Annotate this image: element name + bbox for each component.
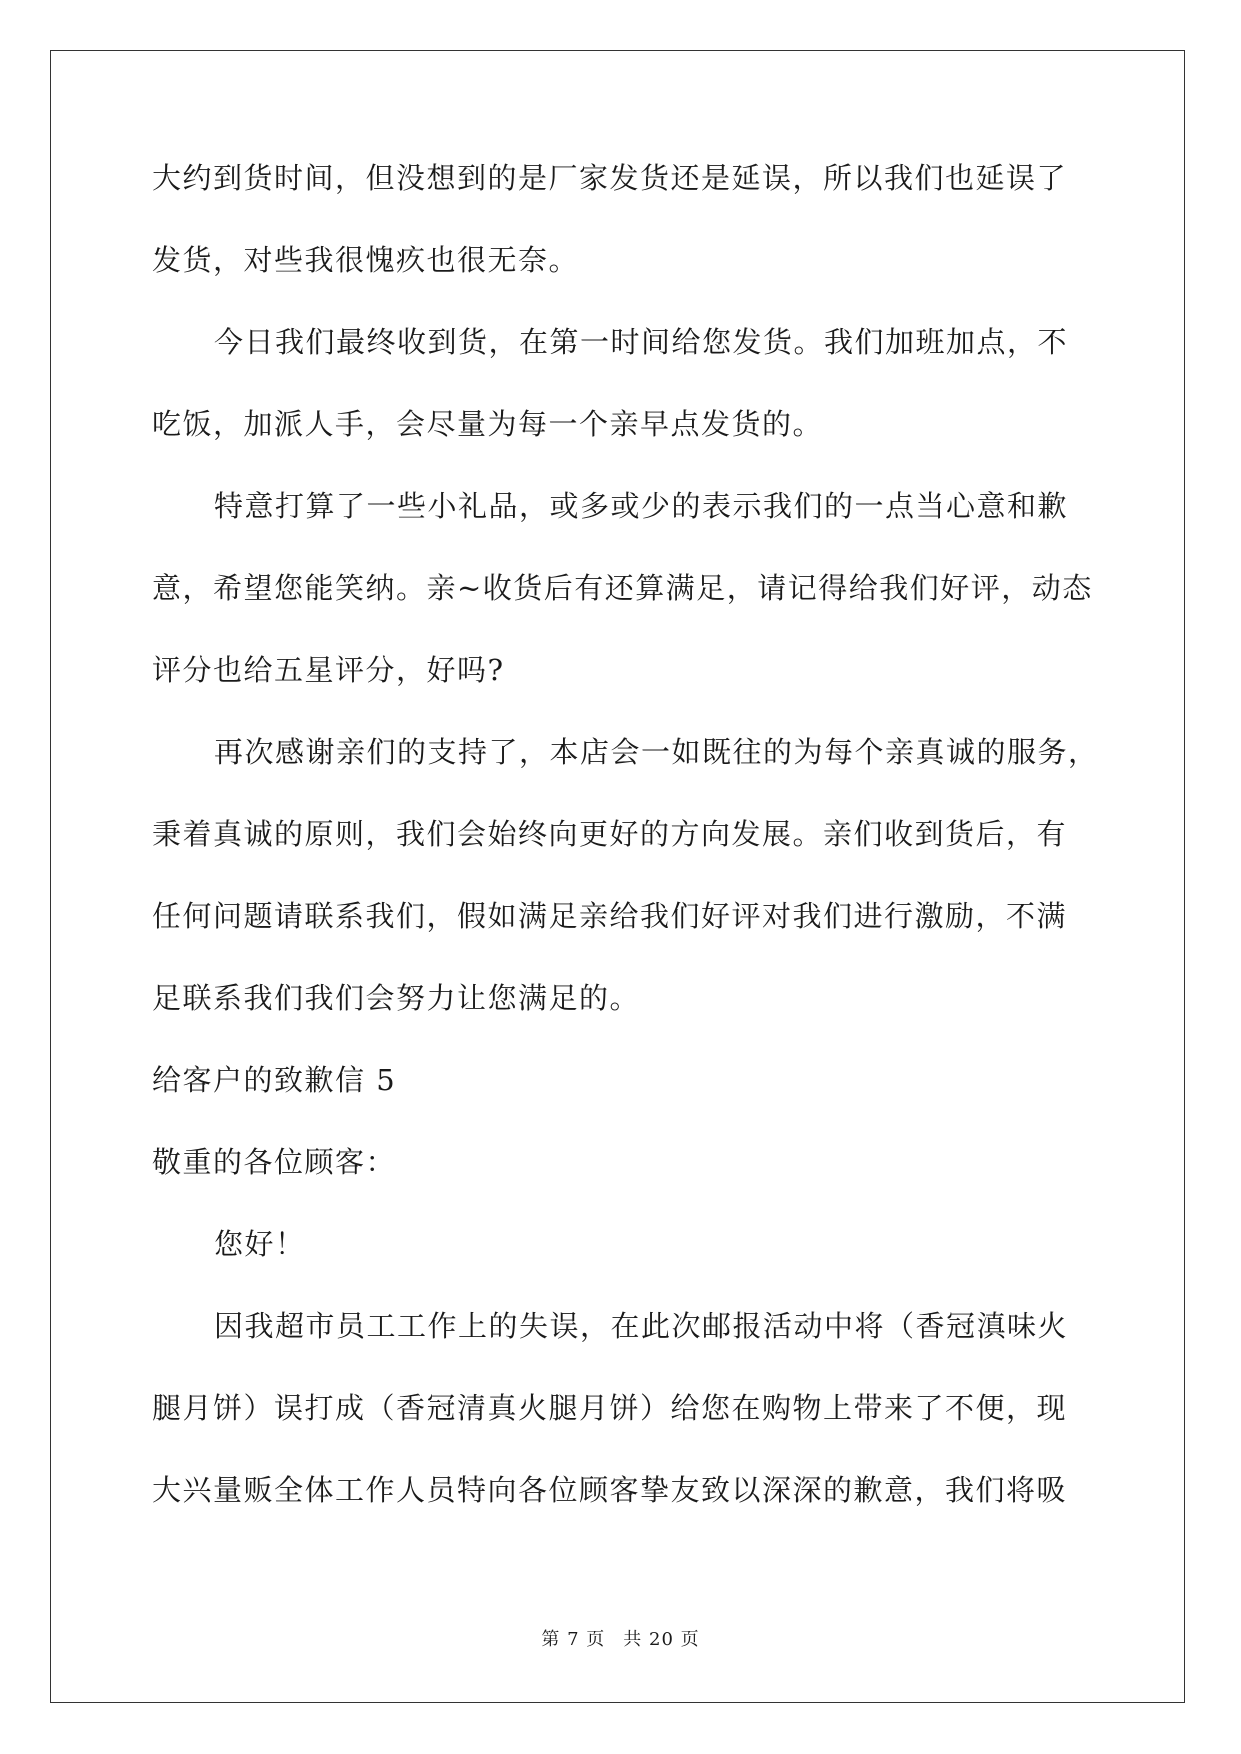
text-line: 秉着真诚的原则，我们会始终向更好的方向发展。亲们收到货后，有 xyxy=(152,817,1068,851)
greeting: 您好！ xyxy=(214,1227,306,1261)
paragraph-start: 再次感谢亲们的支持了，本店会一如既往的为每个亲真诚的服务， xyxy=(214,735,1099,769)
text-line: 大约到货时间，但没想到的是厂家发货还是延误，所以我们也延误了 xyxy=(152,161,1068,195)
text-line: 任何问题请联系我们，假如满足亲给我们好评对我们进行激励，不满 xyxy=(152,899,1068,933)
document-body xyxy=(152,158,1099,1552)
text-line: 评分也给五星评分，好吗? xyxy=(152,653,505,687)
page-footer xyxy=(0,1628,1241,1652)
page-number: 第 7 页 xyxy=(541,1629,606,1650)
text-line: 意，希望您能笑纳。亲~收货后有还算满足，请记得给我们好评，动态 xyxy=(152,571,1093,605)
paragraph-start: 今日我们最终收到货，在第一时间给您发货。我们加班加点，不 xyxy=(214,325,1069,359)
page-total: 共 20 页 xyxy=(623,1629,700,1650)
salutation: 敬重的各位顾客： xyxy=(152,1145,397,1179)
text-line: 吃饭，加派人手，会尽量为每一个亲早点发货的。 xyxy=(152,407,824,441)
section-heading: 给客户的致歉信 5 xyxy=(152,1063,397,1097)
paragraph-start: 特意打算了一些小礼品，或多或少的表示我们的一点当心意和歉 xyxy=(214,489,1069,523)
text-line: 足联系我们我们会努力让您满足的。 xyxy=(152,981,641,1015)
text-line: 发货，对些我很愧疚也很无奈。 xyxy=(152,243,580,277)
text-line: 大兴量贩全体工作人员特向各位顾客挚友致以深深的歉意，我们将吸 xyxy=(152,1473,1068,1507)
text-line: 腿月饼）误打成（香冠清真火腿月饼）给您在购物上带来了不便，现 xyxy=(152,1391,1068,1425)
paragraph-start: 因我超市员工工作上的失误，在此次邮报活动中将（香冠滇味火 xyxy=(214,1309,1069,1343)
